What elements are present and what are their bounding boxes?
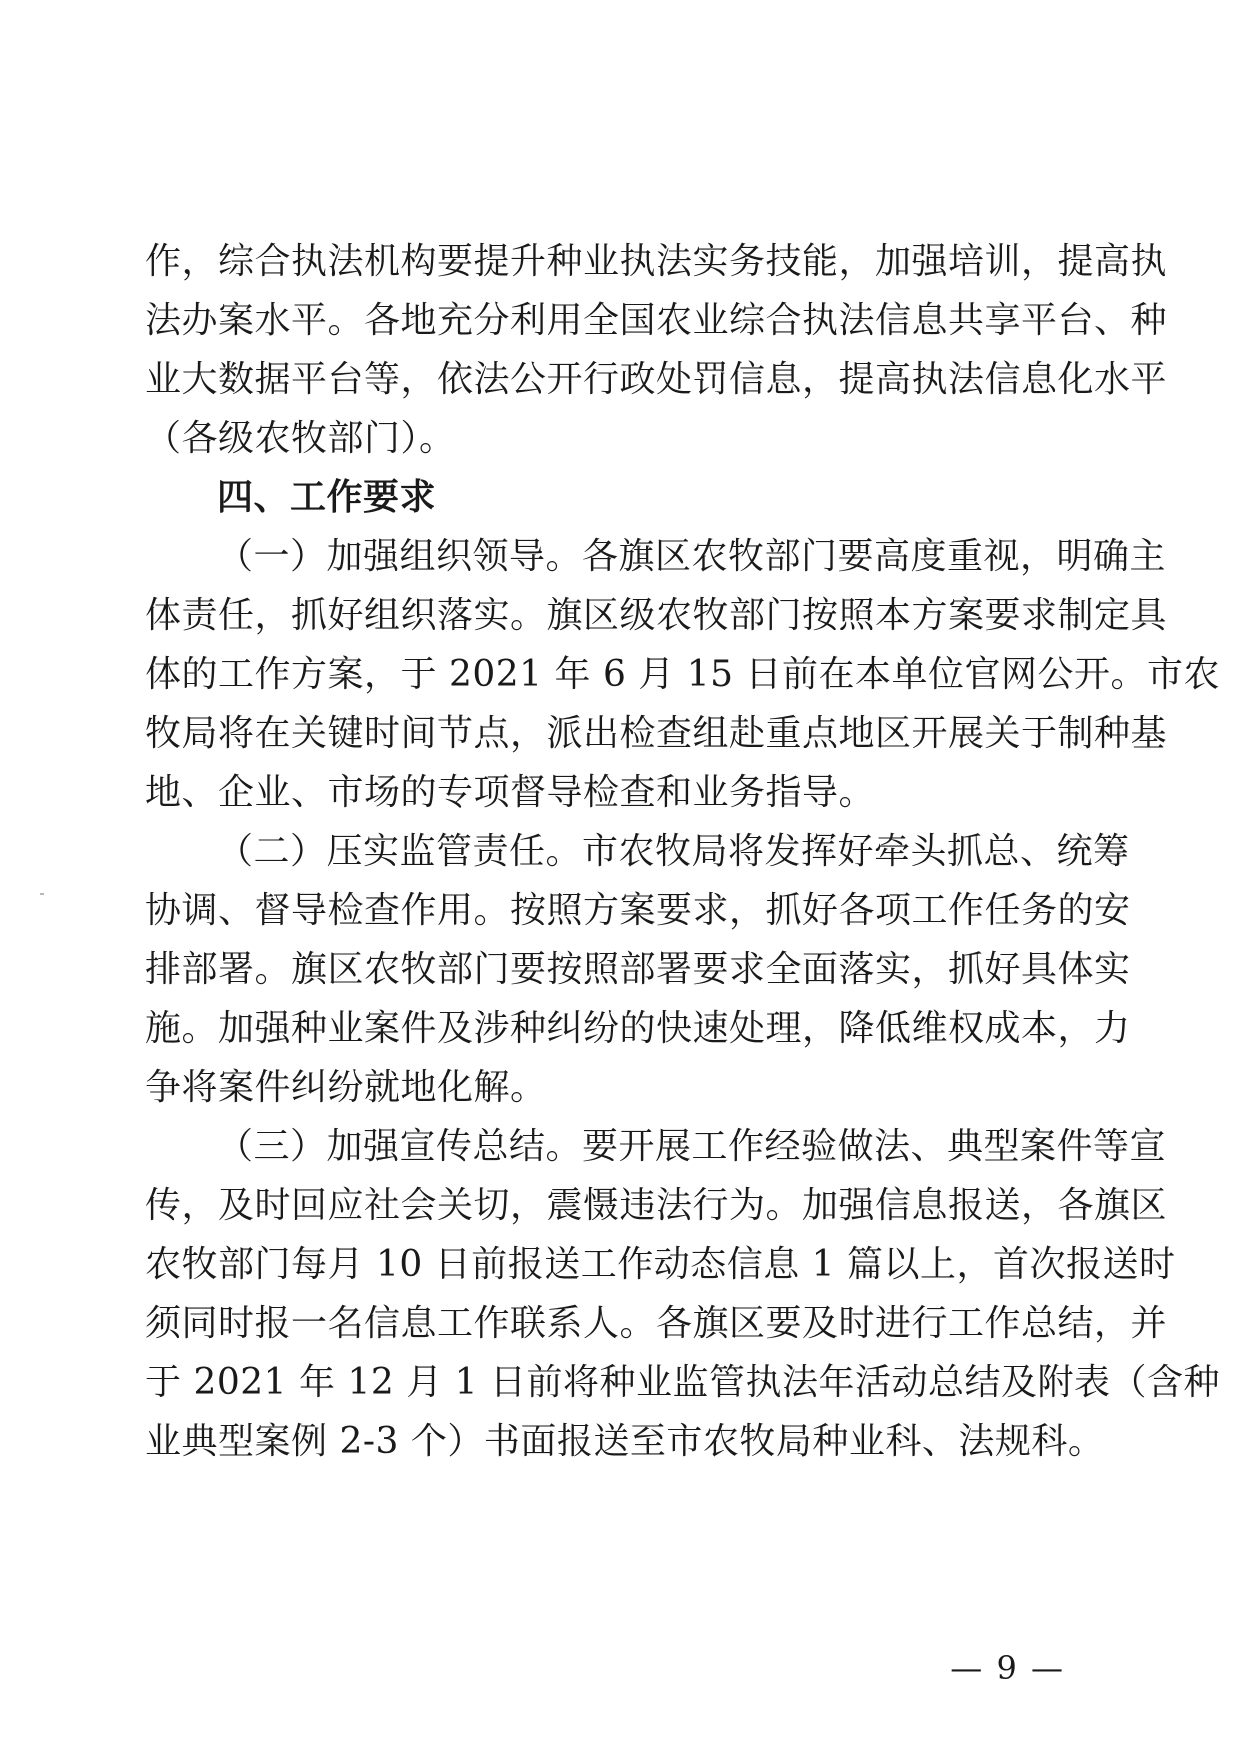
paragraph-2-line-3: 排部署。旗区农牧部门要按照部署要求全面落实，抓好具体实: [145, 949, 1131, 990]
paragraph-3-line-6: 业典型案例 2-3 个）书面报送至市农牧局种业科、法规科。: [145, 1421, 1105, 1462]
paragraph-1-line-5: 地、企业、市场的专项督导检查和业务指导。: [145, 772, 876, 813]
paragraph-2-line-1: （二）压实监管责任。市农牧局将发挥好牵头抓总、统筹: [217, 831, 1130, 872]
body-line-3: 业大数据平台等，依法公开行政处罚信息，提高执法信息化水平: [145, 359, 1168, 400]
body-line-2: 法办案水平。各地充分利用全国农业综合执法信息共享平台、种: [145, 300, 1168, 341]
paragraph-3-line-2: 传，及时回应社会关切，震慑违法行为。加强信息报送，各旗区: [145, 1185, 1168, 1226]
scan-speck: [40, 893, 44, 895]
paragraph-3-line-5: 于 2021 年 12 月 1 日前将种业监管执法年活动总结及附表（含种: [145, 1362, 1220, 1403]
paragraph-3-line-4: 须同时报一名信息工作联系人。各旗区要及时进行工作总结，并: [145, 1303, 1168, 1344]
page-number: — 9 —: [950, 1649, 1065, 1687]
paragraph-1-line-2: 体责任，抓好组织落实。旗区级农牧部门按照本方案要求制定具: [145, 595, 1168, 636]
body-line-4: （各级农牧部门）。: [145, 418, 456, 459]
paragraph-1-line-1: （一）加强组织领导。各旗区农牧部门要高度重视，明确主: [217, 536, 1167, 577]
paragraph-2-line-4: 施。加强种业案件及涉种纠纷的快速处理，降低维权成本，力: [145, 1008, 1131, 1049]
paragraph-3-line-3: 农牧部门每月 10 日前报送工作动态信息 1 篇以上，首次报送时: [145, 1244, 1176, 1285]
paragraph-1-line-3: 体的工作方案，于 2021 年 6 月 15 日前在本单位官网公开。市农: [145, 654, 1220, 695]
paragraph-2-line-5: 争将案件纠纷就地化解。: [145, 1067, 547, 1108]
paragraph-3-line-1: （三）加强宣传总结。要开展工作经验做法、典型案件等宣: [217, 1126, 1167, 1167]
section-heading-work-requirements: 四、工作要求: [217, 476, 437, 518]
paragraph-2-line-2: 协调、督导检查作用。按照方案要求，抓好各项工作任务的安: [145, 890, 1131, 931]
paragraph-1-line-4: 牧局将在关键时间节点，派出检查组赴重点地区开展关于制种基: [145, 713, 1168, 754]
body-line-1: 作，综合执法机构要提升种业执法实务技能，加强培训，提高执: [145, 241, 1168, 282]
document-body: [145, 232, 1220, 1471]
